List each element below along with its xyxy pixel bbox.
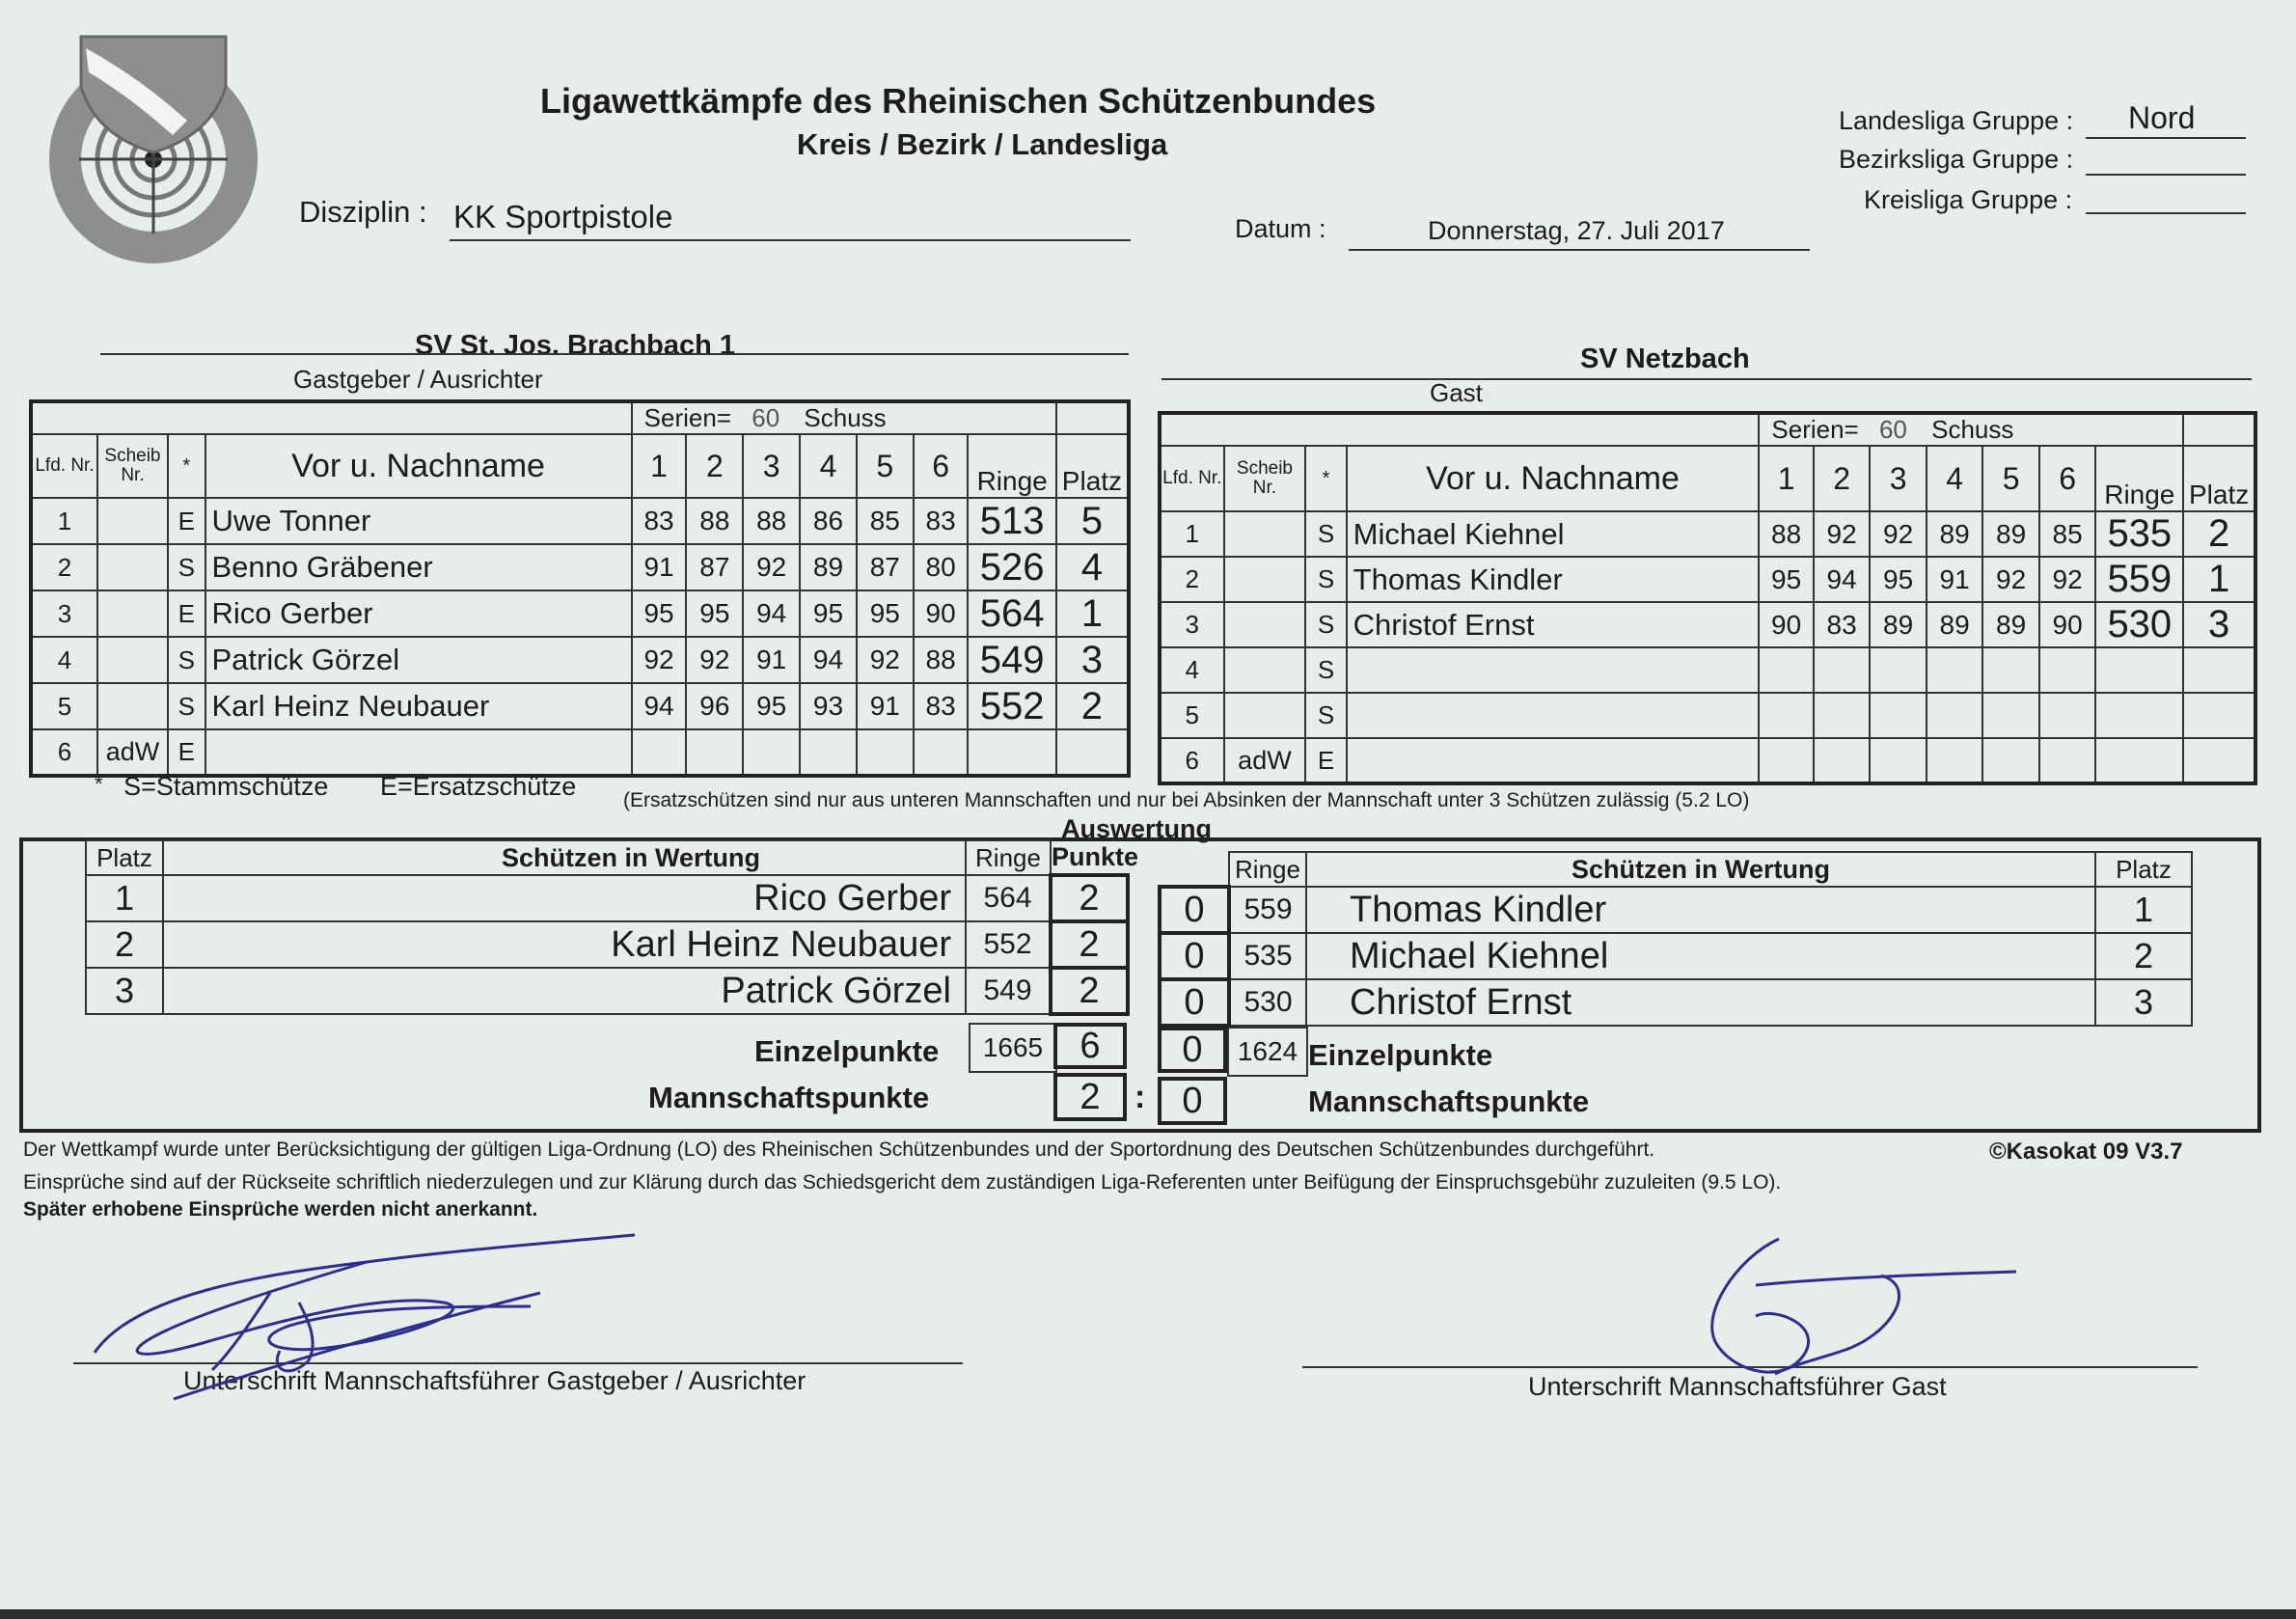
lfd-nr: 2 <box>1160 557 1224 602</box>
auswertung-platz-header: Platz <box>2095 852 2192 887</box>
auswertung-platz: 2 <box>86 921 163 968</box>
col-name: Vor u. Nachname <box>205 434 632 498</box>
guest-mannschaftspunkte-label: Mannschaftspunkte <box>1308 1084 1590 1118</box>
col-series-1: 1 <box>632 434 687 498</box>
series-score: 87 <box>686 544 743 590</box>
guest-total-ringe: 1624 <box>1227 1027 1308 1077</box>
series-score: 95 <box>800 590 857 637</box>
shooter-row <box>31 637 1129 683</box>
legend-ersatz: E=Ersatzschütze <box>379 772 577 801</box>
scheib-nr: adW <box>1224 738 1306 783</box>
series-score: 85 <box>2039 511 2096 557</box>
series-score: 92 <box>1982 557 2039 602</box>
shooter-row <box>1160 602 2255 647</box>
schuss-label: Schuss <box>1931 415 2014 444</box>
series-score: 89 <box>1982 602 2039 647</box>
mannschaftspunkte-colon: : <box>1134 1079 1146 1115</box>
auswertung-ringe-header: Ringe <box>1229 852 1306 887</box>
platz: 2 <box>2183 511 2255 557</box>
lfd-nr: 2 <box>31 544 97 590</box>
legend-stamm: S=Stammschütze <box>123 772 329 801</box>
auswertung-punkte-header: Punkte <box>1052 841 1139 871</box>
series-score <box>800 729 857 776</box>
series-score: 94 <box>632 683 687 729</box>
series-score <box>1982 647 2039 693</box>
scheib-nr: adW <box>97 729 168 776</box>
series-score: 95 <box>1870 557 1927 602</box>
series-score: 86 <box>800 498 857 544</box>
series-score <box>2039 738 2096 783</box>
col-name: Vor u. Nachname <box>1347 446 1760 511</box>
col-scheib-nr: Scheib Nr. <box>1224 446 1306 511</box>
col-series-6: 6 <box>2039 446 2096 511</box>
series-score <box>1759 738 1813 783</box>
series-score: 91 <box>632 544 687 590</box>
page-title: Ligawettkämpfe des Rheinischen Schützenbundes <box>540 81 1377 121</box>
series-score: 92 <box>1814 511 1871 557</box>
series-score: 90 <box>2039 602 2096 647</box>
scheib-nr <box>1224 511 1306 557</box>
series-score: 89 <box>1927 602 1983 647</box>
auswertung-schuetzen-header: Schützen in Wertung <box>1306 852 2095 887</box>
series-score: 90 <box>914 590 969 637</box>
scheib-nr <box>97 544 168 590</box>
col-series-4: 4 <box>800 434 857 498</box>
auswertung-guest-table <box>1158 851 2193 1028</box>
series-score: 92 <box>1870 511 1927 557</box>
shooter-type: S <box>1305 647 1346 693</box>
series-score: 88 <box>1759 511 1813 557</box>
series-score: 96 <box>686 683 743 729</box>
series-score: 88 <box>743 498 800 544</box>
auswertung-row <box>1160 933 2192 979</box>
lfd-nr: 4 <box>31 637 97 683</box>
series-score <box>1927 693 1983 738</box>
col-series-6: 6 <box>914 434 969 498</box>
series-score: 95 <box>1759 557 1813 602</box>
series-score: 92 <box>686 637 743 683</box>
auswertung-row <box>86 968 1128 1014</box>
auswertung-platz: 3 <box>2095 979 2192 1026</box>
platz: 1 <box>2183 557 2255 602</box>
home-mannschaftspunkte-label: Mannschaftspunkte <box>648 1081 930 1114</box>
serien-count: 60 <box>1878 415 1907 444</box>
auswertung-punkte: 0 <box>1160 979 1229 1026</box>
series-score <box>632 729 687 776</box>
serien-label: Serien= <box>1771 415 1859 444</box>
shooter-row <box>1160 511 2255 557</box>
auswertung-punkte: 2 <box>1051 875 1128 921</box>
col-series-3: 3 <box>743 434 800 498</box>
ringe-total: 549 <box>968 637 1055 683</box>
shooter-type: S <box>168 544 205 590</box>
schuss-label: Schuss <box>804 403 887 432</box>
auswertung-row <box>86 921 1128 968</box>
series-score: 94 <box>800 637 857 683</box>
series-score: 89 <box>1927 511 1983 557</box>
platz <box>2183 693 2255 738</box>
col-series-3: 3 <box>1870 446 1927 511</box>
auswertung-ringe: 552 <box>966 921 1051 968</box>
series-score: 89 <box>800 544 857 590</box>
guest-einzelpunkte-value: 0 <box>1158 1027 1227 1073</box>
ringe-total: 535 <box>2095 511 2183 557</box>
shooter-name <box>1347 647 1760 693</box>
scheib-nr <box>97 498 168 544</box>
auswertung-name: Thomas Kindler <box>1306 887 2095 933</box>
series-score: 94 <box>743 590 800 637</box>
ringe-total: 530 <box>2095 602 2183 647</box>
footer-line-3: Später erhobene Einsprüche werden nicht anerkannt. <box>23 1198 538 1221</box>
lfd-nr: 4 <box>1160 647 1224 693</box>
col-series-1: 1 <box>1759 446 1813 511</box>
lfd-nr: 1 <box>1160 511 1224 557</box>
shooter-type: S <box>1305 602 1346 647</box>
series-score <box>914 729 969 776</box>
shooter-row <box>1160 647 2255 693</box>
auswertung-ringe: 535 <box>1229 933 1306 979</box>
platz: 1 <box>1056 590 1129 637</box>
col-lfd-nr: Lfd. Nr. <box>1160 446 1224 511</box>
auswertung-home-table <box>85 839 1139 1016</box>
shooter-name: Thomas Kindler <box>1347 557 1760 602</box>
auswertung-ringe: 549 <box>966 968 1051 1014</box>
auswertung-punkte: 0 <box>1160 887 1229 933</box>
shooter-name: Uwe Tonner <box>205 498 632 544</box>
series-score: 95 <box>857 590 914 637</box>
ringe-total <box>2095 693 2183 738</box>
shooter-type: E <box>168 498 205 544</box>
auswertung-platz: 2 <box>2095 933 2192 979</box>
guest-score-table <box>1158 411 2257 785</box>
auswertung-ringe: 564 <box>966 875 1051 921</box>
series-score: 80 <box>914 544 969 590</box>
platz: 5 <box>1056 498 1129 544</box>
auswertung-platz: 3 <box>86 968 163 1014</box>
legend-note: (Ersatzschützen sind nur aus unteren Mannschaften und nur bei Absinken der Mannschaft unter 3 Schützen zulässig (5.2 LO) <box>623 789 1750 811</box>
col-series-2: 2 <box>1814 446 1871 511</box>
series-score <box>1814 647 1871 693</box>
series-score: 90 <box>1759 602 1813 647</box>
auswertung-ringe: 559 <box>1229 887 1306 933</box>
series-score: 89 <box>1870 602 1927 647</box>
auswertung-name: Karl Heinz Neubauer <box>163 921 966 968</box>
guest-team-name: SV Netzbach <box>1580 343 1750 374</box>
club-logo <box>42 29 264 270</box>
shooter-name: Benno Gräbener <box>205 544 632 590</box>
series-score <box>1759 647 1813 693</box>
ringe-total <box>2095 738 2183 783</box>
shooter-type: S <box>168 637 205 683</box>
platz: 3 <box>2183 602 2255 647</box>
scheib-nr <box>1224 557 1306 602</box>
lfd-nr: 3 <box>1160 602 1224 647</box>
series-score: 93 <box>800 683 857 729</box>
auswertung-ringe-header: Ringe <box>966 840 1051 875</box>
ringe-total <box>968 729 1055 776</box>
guest-einzelpunkte-label: Einzelpunkte <box>1308 1038 1493 1072</box>
series-score <box>1870 738 1927 783</box>
home-einzelpunkte-label: Einzelpunkte <box>754 1034 940 1068</box>
col-series-4: 4 <box>1927 446 1983 511</box>
lfd-nr: 1 <box>31 498 97 544</box>
series-score: 94 <box>1814 557 1871 602</box>
legend <box>95 772 576 802</box>
series-score: 95 <box>743 683 800 729</box>
lfd-nr: 5 <box>1160 693 1224 738</box>
col-star: * <box>1305 446 1346 511</box>
home-team-name: SV St. Jos. Brachbach 1 <box>415 330 736 361</box>
series-score: 88 <box>914 637 969 683</box>
col-platz: Platz <box>2183 446 2255 511</box>
scheib-nr <box>1224 693 1306 738</box>
series-score: 83 <box>914 498 969 544</box>
series-score: 95 <box>686 590 743 637</box>
lfd-nr: 6 <box>1160 738 1224 783</box>
shooter-type: S <box>1305 557 1346 602</box>
auswertung-row <box>1160 887 2192 933</box>
shooter-row <box>31 498 1129 544</box>
signature-label-home: Unterschrift Mannschaftsführer Gastgeber / Ausrichter <box>183 1366 806 1395</box>
disziplin-value: KK Sportpistole <box>453 199 673 234</box>
copyright: ©Kasokat 09 V3.7 <box>1989 1139 2183 1165</box>
shooter-name <box>205 729 632 776</box>
auswertung-platz: 1 <box>2095 887 2192 933</box>
auswertung-punkte: 2 <box>1051 968 1128 1014</box>
shooter-type: E <box>168 729 205 776</box>
series-score <box>2039 693 2096 738</box>
ringe-total: 564 <box>968 590 1055 637</box>
series-score <box>1870 693 1927 738</box>
series-score: 85 <box>857 498 914 544</box>
series-score: 91 <box>743 637 800 683</box>
ringe-total: 526 <box>968 544 1055 590</box>
auswertung-name: Christof Ernst <box>1306 979 2095 1026</box>
home-score-table <box>29 399 1131 778</box>
shooter-row <box>1160 738 2255 783</box>
shooter-type: S <box>1305 511 1346 557</box>
series-score: 87 <box>857 544 914 590</box>
shooter-type: S <box>1305 693 1346 738</box>
scheib-nr <box>97 683 168 729</box>
scheib-nr <box>97 637 168 683</box>
series-score <box>1759 693 1813 738</box>
series-score <box>686 729 743 776</box>
landesliga-label: Landesliga Gruppe : <box>1839 106 2074 135</box>
platz: 2 <box>1056 683 1129 729</box>
shooter-row <box>31 544 1129 590</box>
shooter-type: S <box>168 683 205 729</box>
bezirksliga-label: Bezirksliga Gruppe : <box>1839 145 2074 174</box>
ringe-total: 559 <box>2095 557 2183 602</box>
shooter-name: Patrick Görzel <box>205 637 632 683</box>
auswertung-name: Rico Gerber <box>163 875 966 921</box>
platz <box>1056 729 1129 776</box>
series-score: 92 <box>857 637 914 683</box>
auswertung-name: Patrick Görzel <box>163 968 966 1014</box>
legend-star: * <box>95 772 103 796</box>
series-score <box>1814 738 1871 783</box>
series-score: 92 <box>2039 557 2096 602</box>
ringe-total: 552 <box>968 683 1055 729</box>
shooter-name: Michael Kiehnel <box>1347 511 1760 557</box>
series-score: 83 <box>1814 602 1871 647</box>
scheib-nr <box>1224 602 1306 647</box>
shooter-type: E <box>1305 738 1346 783</box>
shooter-name: Karl Heinz Neubauer <box>205 683 632 729</box>
signature-label-guest: Unterschrift Mannschaftsführer Gast <box>1528 1372 1947 1401</box>
signature-guest <box>1679 1229 2045 1403</box>
series-score: 95 <box>632 590 687 637</box>
datum-value: Donnerstag, 27. Juli 2017 <box>1428 216 1725 245</box>
disziplin-label: Disziplin : <box>299 195 427 229</box>
series-score: 83 <box>632 498 687 544</box>
col-series-5: 5 <box>857 434 914 498</box>
home-mannschaftspunkte-value: 2 <box>1053 1073 1127 1121</box>
platz <box>2183 647 2255 693</box>
footer-line-2: Einsprüche sind auf der Rückseite schriftlich niederzulegen und zur Klärung durch das Schiedsgericht dem zuständigen Liga-Referenten unter Beifügung der Einspruchsgebühr zuzuleiten (9.5 LO). <box>23 1171 1782 1194</box>
col-series-5: 5 <box>1982 446 2039 511</box>
auswertung-title: Auswertung <box>1061 814 1213 843</box>
shooter-type: E <box>168 590 205 637</box>
ringe-total <box>2095 647 2183 693</box>
col-scheib-nr: Scheib Nr. <box>97 434 168 498</box>
series-score <box>1870 647 1927 693</box>
col-ringe: Ringe <box>2095 446 2183 511</box>
auswertung-schuetzen-header: Schützen in Wertung <box>163 840 966 875</box>
col-platz: Platz <box>1056 434 1129 498</box>
landesliga-value: Nord <box>2128 100 2196 135</box>
serien-count: 60 <box>752 403 780 432</box>
series-score <box>1814 693 1871 738</box>
series-score <box>1927 647 1983 693</box>
series-score: 92 <box>632 637 687 683</box>
platz: 4 <box>1056 544 1129 590</box>
shooter-name: Rico Gerber <box>205 590 632 637</box>
series-score <box>2039 647 2096 693</box>
kreisliga-label: Kreisliga Gruppe : <box>1864 185 2073 214</box>
scheib-nr <box>97 590 168 637</box>
auswertung-row <box>86 875 1128 921</box>
shooter-row <box>31 729 1129 776</box>
guest-mannschaftspunkte-value: 0 <box>1158 1077 1227 1125</box>
col-lfd-nr: Lfd. Nr. <box>31 434 97 498</box>
serien-label: Serien= <box>643 403 732 432</box>
shooter-row <box>31 683 1129 729</box>
series-score: 83 <box>914 683 969 729</box>
home-team-role: Gastgeber / Ausrichter <box>293 365 543 394</box>
series-score: 91 <box>857 683 914 729</box>
shooter-name <box>1347 738 1760 783</box>
lfd-nr: 5 <box>31 683 97 729</box>
scheib-nr <box>1224 647 1306 693</box>
auswertung-platz: 1 <box>86 875 163 921</box>
series-score <box>1982 738 2039 783</box>
auswertung-platz-header: Platz <box>86 840 163 875</box>
shooter-row <box>1160 557 2255 602</box>
platz: 3 <box>1056 637 1129 683</box>
platz <box>2183 738 2255 783</box>
page-subtitle: Kreis / Bezirk / Landesliga <box>797 127 1168 161</box>
auswertung-row <box>1160 979 2192 1026</box>
shooter-row <box>1160 693 2255 738</box>
shooter-name: Christof Ernst <box>1347 602 1760 647</box>
footer-line-1: Der Wettkampf wurde unter Berücksichtigung der gültigen Liga-Ordnung (LO) des Rheinischen Schützenbundes und der Sportordnung des Deutschen Schützenbundes durchgeführt. <box>23 1139 1655 1161</box>
shooter-row <box>31 590 1129 637</box>
series-score <box>857 729 914 776</box>
home-einzelpunkte-value: 6 <box>1053 1023 1127 1069</box>
series-score: 91 <box>1927 557 1983 602</box>
auswertung-ringe: 530 <box>1229 979 1306 1026</box>
ringe-total: 513 <box>968 498 1055 544</box>
home-total-ringe: 1665 <box>969 1023 1057 1073</box>
series-score <box>1927 738 1983 783</box>
auswertung-punkte: 0 <box>1160 933 1229 979</box>
auswertung-punkte: 2 <box>1051 921 1128 968</box>
series-score: 92 <box>743 544 800 590</box>
col-star: * <box>168 434 205 498</box>
shooter-name <box>1347 693 1760 738</box>
series-score <box>743 729 800 776</box>
series-score: 88 <box>686 498 743 544</box>
col-ringe: Ringe <box>968 434 1055 498</box>
col-series-2: 2 <box>686 434 743 498</box>
datum-label: Datum : <box>1235 214 1326 243</box>
lfd-nr: 3 <box>31 590 97 637</box>
signature-home <box>77 1235 656 1418</box>
series-score: 89 <box>1982 511 2039 557</box>
guest-team-role: Gast <box>1430 378 1483 407</box>
series-score <box>1982 693 2039 738</box>
lfd-nr: 6 <box>31 729 97 776</box>
auswertung-name: Michael Kiehnel <box>1306 933 2095 979</box>
